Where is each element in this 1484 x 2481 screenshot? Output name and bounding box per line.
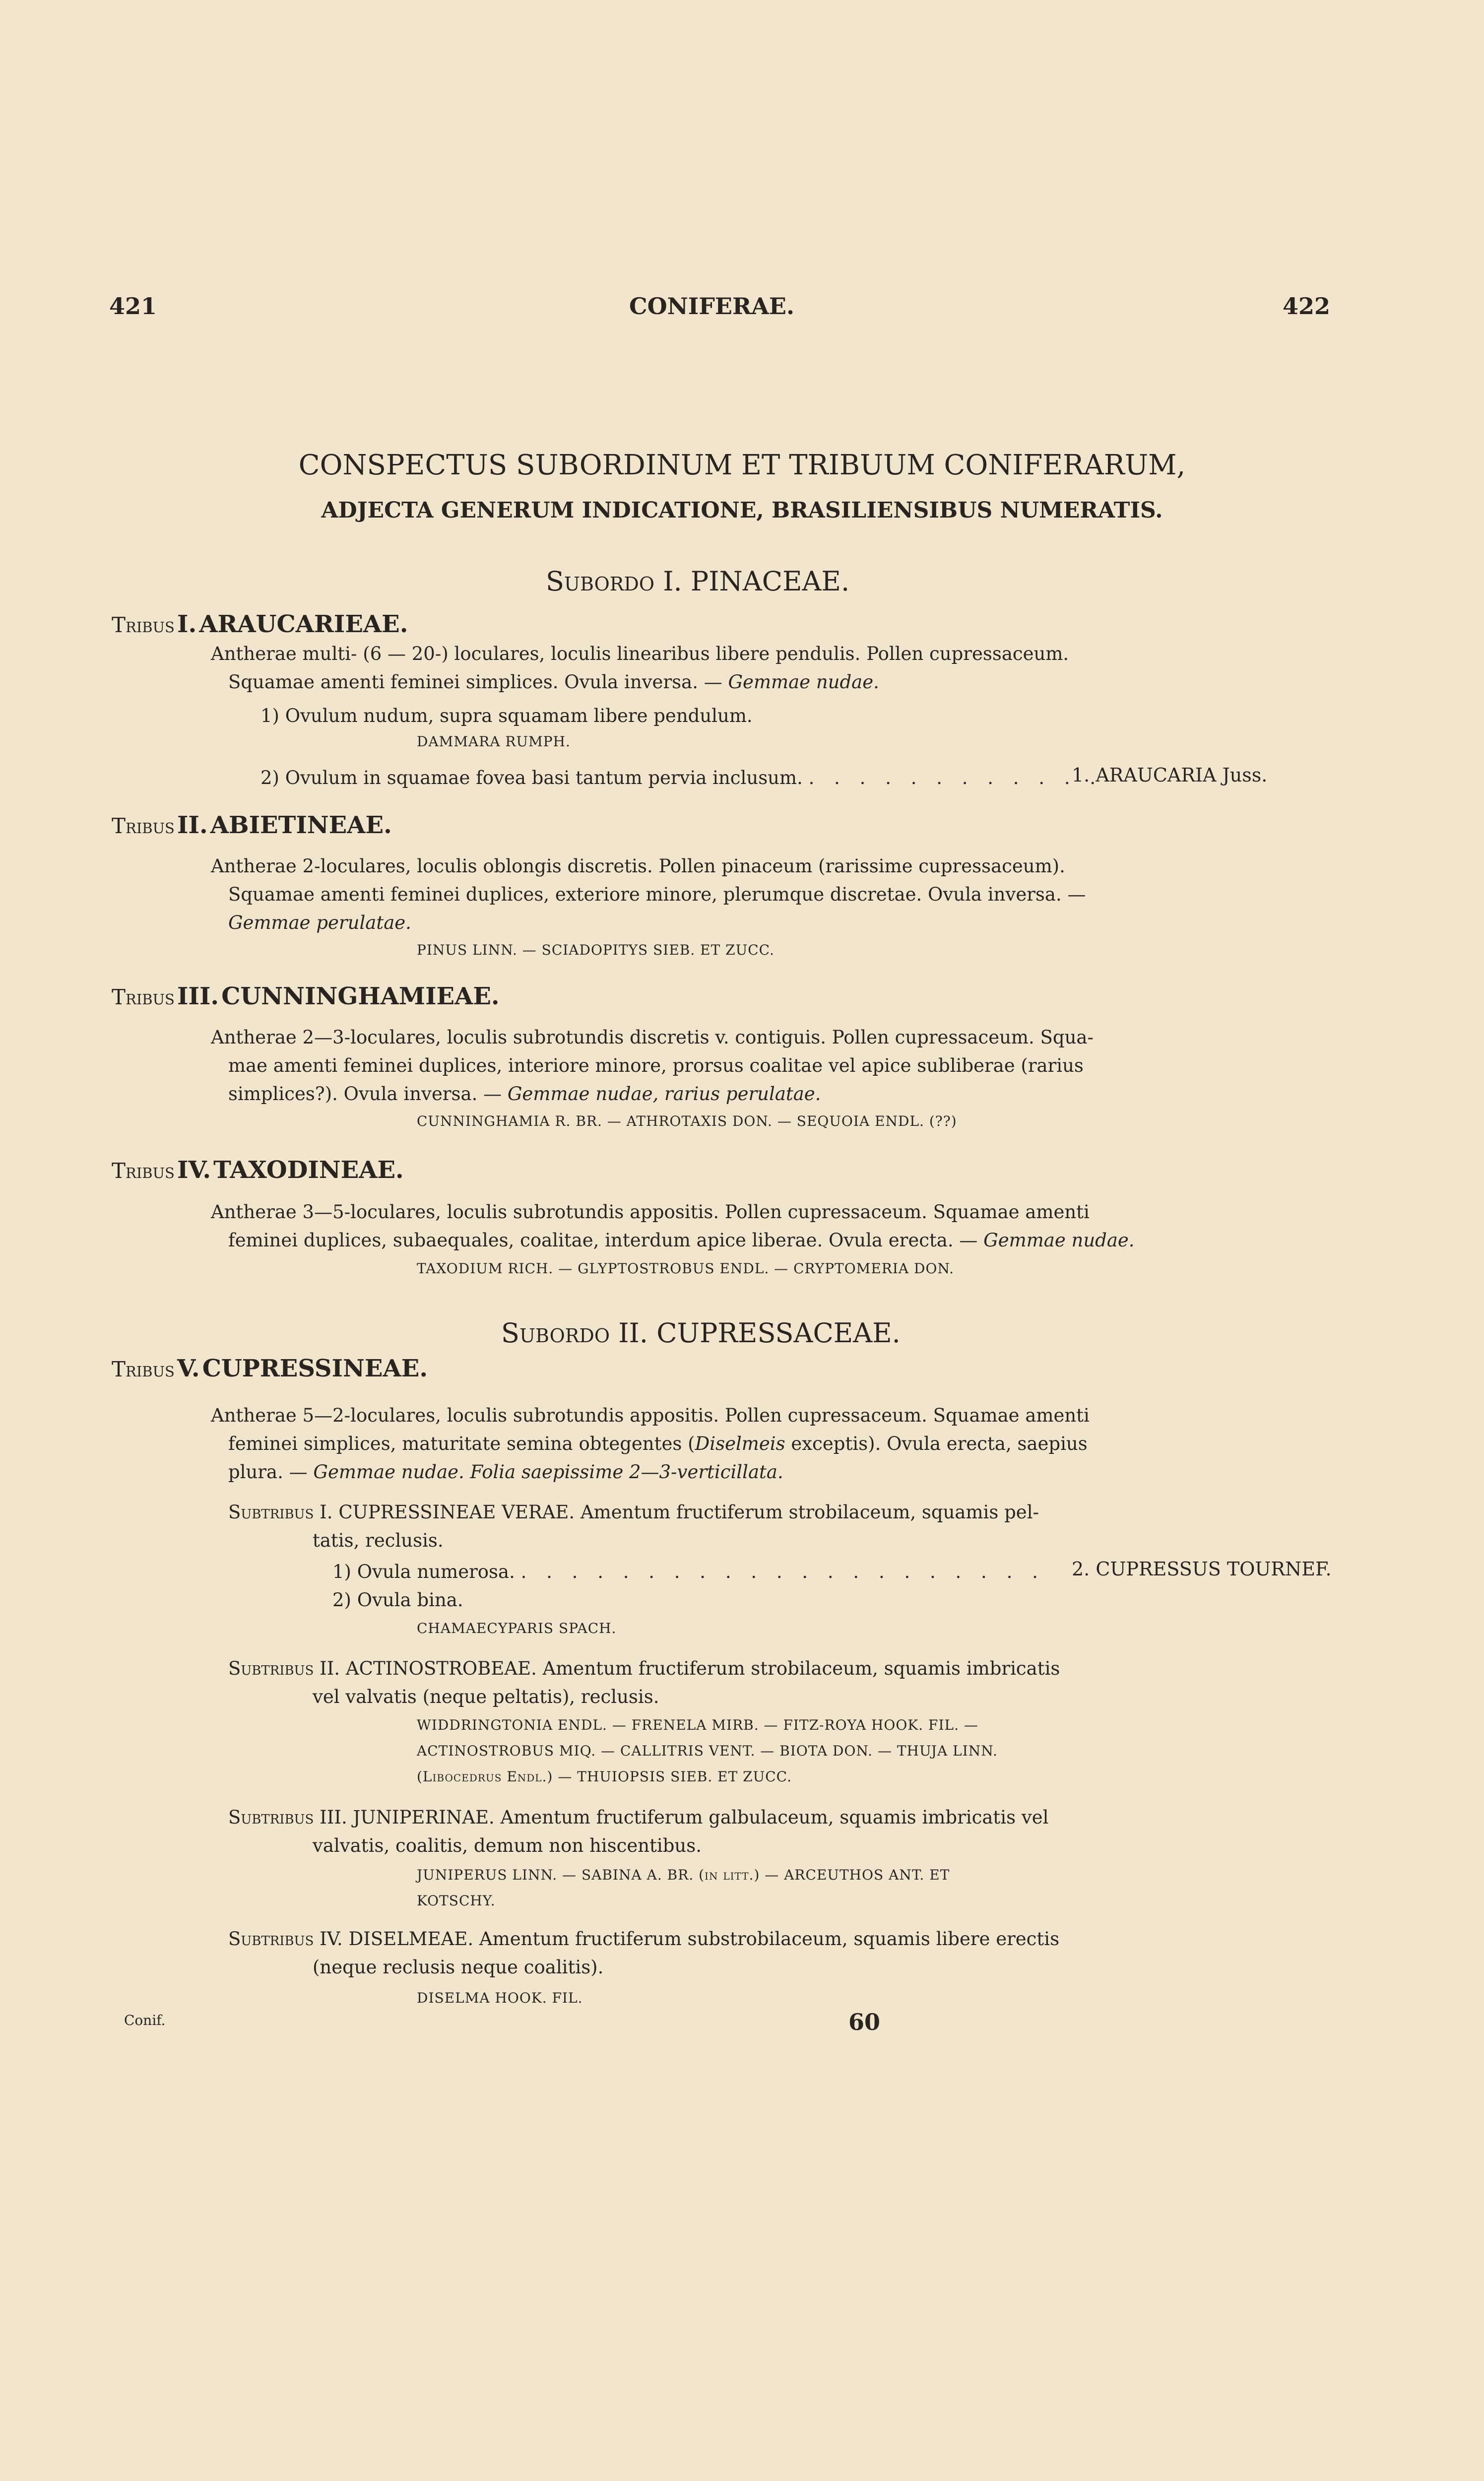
- tribus-label: Tribus: [112, 1159, 175, 1183]
- tribus2-line-3: Gemmae perulatae.: [228, 912, 411, 933]
- tribus2-genera: PINUS LINN. — SCIADOPITYS SIEB. ET ZUCC.: [417, 942, 774, 958]
- subtribus3-genera-2: KOTSCHY.: [417, 1893, 496, 1909]
- footer-page-number: 60: [848, 2009, 881, 2035]
- subtribus-label: Subtribus: [228, 1658, 314, 1679]
- tribus5-line-1: Antherae 5—2-loculares, loculis subrotundis appositis. Pollen cupressaceum. Squamae amenti: [211, 1405, 1090, 1426]
- tribus-heading-5: [112, 1355, 428, 1382]
- tribus1-line-2: [228, 668, 879, 696]
- tribus-label: Tribus: [112, 1357, 175, 1381]
- text: 2) Ovulum in squamae fovea basi tantum pervia inclusum.: [260, 767, 803, 788]
- tribus-numeral: I.: [177, 610, 197, 638]
- tribus-numeral: IV.: [177, 1156, 211, 1184]
- subtribus-label: Subtribus: [228, 1502, 314, 1523]
- italic-text: Gemmae nudae. Folia saepissime 2—3-verticillata.: [313, 1461, 783, 1483]
- tribus-heading-1: [112, 610, 408, 638]
- tribus1-option-2: [260, 764, 1102, 792]
- subordo-numeral: II.: [618, 1317, 648, 1349]
- text: Squamae amenti feminei simplices. Ovula inversa. —: [228, 671, 722, 693]
- subtribus-label: Subtribus: [228, 1807, 314, 1828]
- subtribus4-line-2: (neque reclusis neque coalitis).: [313, 1957, 604, 1978]
- subtribus-numeral: IV.: [320, 1928, 343, 1950]
- subtribus2-line-2: vel valvatis (neque peltatis), reclusis.: [313, 1686, 659, 1707]
- tribus1-line-1: Antherae multi- (6 — 20-) loculares, loculis linearibus libere pendulis. Pollen cupressaceum.: [211, 643, 1069, 664]
- italic-text: Gemmae nudae, rarius perulatae.: [507, 1083, 821, 1105]
- subtribus1-genera: CHAMAECYPARIS SPACH.: [417, 1620, 617, 1636]
- tribus-name: ARAUCARIEAE.: [199, 610, 408, 638]
- tribus-numeral: V.: [177, 1355, 200, 1382]
- subordo-name: PINACEAE.: [690, 566, 850, 597]
- subtribus2-genera-2: ACTINOSTROBUS MIQ. — CALLITRIS VENT. — BIOTA DON. — THUJA LINN.: [417, 1743, 998, 1759]
- main-subtitle: ADJECTA GENERUM INDICATIONE, BRASILIENSIBUS NUMERATIS.: [321, 498, 1163, 523]
- subordo-label: Subordo: [546, 566, 655, 597]
- tribus4-line-1: Antherae 3—5-loculares, loculis subrotundis appositis. Pollen cupressaceum. Squamae amenti: [211, 1201, 1090, 1223]
- signature-mark: Conif.: [124, 2012, 166, 2028]
- tribus-name: TAXODINEAE.: [213, 1156, 404, 1184]
- italic-text: Diselmeis: [695, 1433, 785, 1454]
- tribus3-line-3: [228, 1080, 821, 1108]
- tribus3-line-2: mae amenti feminei duplices, interiore minore, prorsus coalitae vel apice subliberae (rarius: [228, 1055, 1084, 1076]
- subordo-numeral: I.: [663, 566, 682, 597]
- subtribus1-option-2: 2) Ovula bina.: [332, 1589, 463, 1611]
- subtribus1-option-1: [332, 1558, 1045, 1586]
- tribus-name: CUNNINGHAMIEAE.: [221, 982, 500, 1010]
- leader-dots: . . . . . . . . . . . . . . . . . . . . .: [520, 1561, 1045, 1582]
- leader-dots: . . . . . . . . . . . .: [808, 767, 1103, 788]
- tribus-heading-3: [112, 982, 500, 1010]
- tribus-heading-2: [112, 811, 392, 839]
- subtribus2-line-1: [228, 1655, 1060, 1683]
- text: DISELMEAE. Amentum fructiferum substrobilaceum, squamis libere erectis: [348, 1928, 1060, 1950]
- genus-number-2: 2. CUPRESSUS TOURNEF.: [1072, 1558, 1332, 1580]
- text: plura. —: [228, 1461, 308, 1483]
- subtribus2-genera-1: WIDDRINGTONIA ENDL. — FRENELA MIRB. — FITZ-ROYA HOOK. FIL. —: [417, 1717, 978, 1733]
- tribus4-line-2: [228, 1227, 1135, 1254]
- tribus-numeral: II.: [177, 811, 208, 839]
- left-page-number: 421: [109, 293, 157, 320]
- text: JUNIPERINAE. Amentum fructiferum galbulaceum, squamis imbricatis vel: [353, 1807, 1049, 1828]
- text: 1) Ovula numerosa.: [332, 1561, 515, 1582]
- tribus2-line-2: Squamae amenti feminei duplices, exteriore minore, plerumque discretae. Ovula inversa. —: [228, 884, 1086, 905]
- tribus-label: Tribus: [112, 985, 175, 1009]
- tribus-name: ABIETINEAE.: [210, 811, 392, 839]
- subtribus-numeral: II.: [320, 1658, 340, 1679]
- text: simplices?). Ovula inversa. —: [228, 1083, 502, 1105]
- subtribus-numeral: I.: [320, 1502, 333, 1523]
- text: ACTINOSTROBEAE. Amentum fructiferum strobilaceum, squamis imbricatis: [345, 1658, 1060, 1679]
- subordo-heading-1: [546, 566, 849, 597]
- genus-number-1: 1. ARAUCARIA Juss.: [1072, 764, 1268, 786]
- main-title: CONSPECTUS SUBORDINUM ET TRIBUUM CONIFERARUM,: [298, 449, 1186, 481]
- subtribus4-genera: DISELMA HOOK. FIL.: [417, 1990, 583, 2006]
- text: CUPRESSINEAE VERAE. Amentum fructiferum strobilaceum, squamis pel-: [338, 1502, 1039, 1523]
- tribus-label: Tribus: [112, 814, 175, 838]
- tribus4-genera: TAXODIUM RICH. — GLYPTOSTROBUS ENDL. — CRYPTOMERIA DON.: [417, 1260, 955, 1277]
- italic-text: Gemmae nudae.: [983, 1230, 1135, 1251]
- tribus3-genera: CUNNINGHAMIA R. BR. — ATHROTAXIS DON. — SEQUOIA ENDL. (??): [417, 1113, 957, 1129]
- subordo-name: CUPRESSACEAE.: [656, 1317, 901, 1349]
- tribus-label: Tribus: [112, 613, 175, 637]
- subtribus2-genera-3: (Libocedrus Endl.) — THUIOPSIS SIEB. ET ZUCC.: [417, 1768, 792, 1785]
- text: feminei duplices, subaequales, coalitae, interdum apice liberae. Ovula erecta. —: [228, 1230, 978, 1251]
- italic-text: Gemmae nudae.: [728, 671, 879, 693]
- tribus-name: CUPRESSINEAE.: [202, 1355, 428, 1382]
- tribus5-line-2: [228, 1430, 1088, 1458]
- subtribus3-line-1: [228, 1804, 1048, 1831]
- subtribus3-genera-1: JUNIPERUS LINN. — SABINA A. BR. (in litt.) — ARCEUTHOS ANT. ET: [417, 1867, 950, 1883]
- right-page-number: 422: [1283, 293, 1331, 320]
- subordo-label: Subordo: [501, 1317, 610, 1349]
- tribus-numeral: III.: [177, 982, 219, 1010]
- text: feminei simplices, maturitate semina obtegentes (: [228, 1433, 695, 1454]
- subtribus1-line-1: [228, 1499, 1039, 1526]
- running-title: CONIFERAE.: [629, 293, 794, 320]
- tribus1-option-1: 1) Ovulum nudum, supra squamam libere pendulum.: [260, 705, 753, 726]
- tribus2-line-1: Antherae 2-loculares, loculis oblongis discretis. Pollen pinaceum (rarissime cupressaceum).: [211, 855, 1065, 877]
- tribus5-line-3: [228, 1458, 783, 1486]
- subtribus1-line-2: tatis, reclusis.: [313, 1530, 444, 1551]
- subtribus4-line-1: [228, 1925, 1059, 1953]
- subtribus3-line-2: valvatis, coalitis, demum non hiscentibus.: [313, 1835, 702, 1856]
- tribus-heading-4: [112, 1156, 404, 1184]
- tribus3-line-1: Antherae 2—3-loculares, loculis subrotundis discretis v. contiguis. Pollen cupressaceum. Squa-: [211, 1027, 1094, 1048]
- subordo-heading-2: [501, 1317, 901, 1349]
- subtribus-label: Subtribus: [228, 1928, 314, 1950]
- tribus1-genera-1: DAMMARA RUMPH.: [417, 733, 571, 750]
- text: exceptis). Ovula erecta, saepius: [791, 1433, 1088, 1454]
- subtribus-numeral: III.: [320, 1807, 347, 1828]
